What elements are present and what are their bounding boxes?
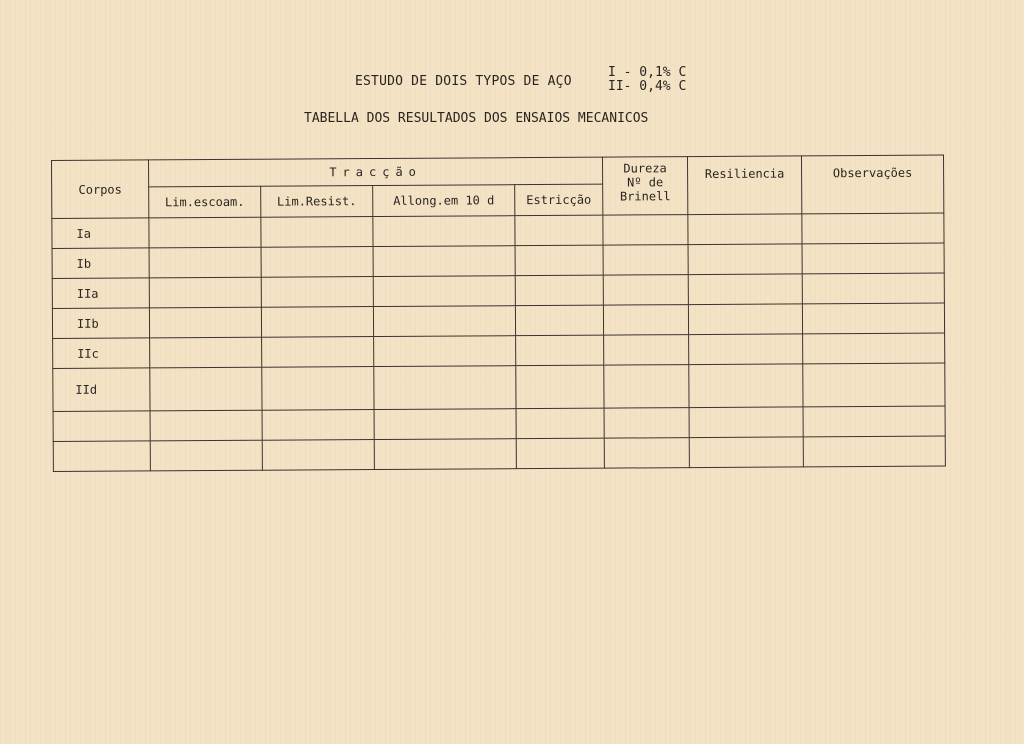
header-allongamento: Allong.em 10 d (373, 185, 515, 217)
row-label: IIb (52, 308, 149, 339)
row-label: IIc (53, 338, 150, 369)
row-label: Ib (52, 248, 149, 279)
dureza-line-3: Brinell (619, 189, 671, 204)
table-row (53, 436, 945, 471)
carbon-line-2: II- 0,4% C (608, 79, 687, 94)
carbon-line-1: I - 0,1% C (608, 65, 687, 80)
table-subtitle: TABELLA DOS RESULTADOS DOS ENSAIOS MECANICOS (304, 111, 649, 126)
document-title: ESTUDO DE DOIS TYPOS DE AÇO (355, 74, 572, 89)
results-table (51, 155, 946, 472)
carbon-content-list (608, 66, 686, 94)
row-label (53, 441, 150, 472)
table-row (53, 363, 945, 411)
dureza-line-2: Nº de (627, 175, 664, 190)
dureza-line-1: Dureza (623, 161, 667, 176)
header-lim-escoam: Lim.escoam. (149, 186, 261, 218)
header-corpos: Corpos (52, 160, 149, 219)
row-label: Ia (52, 218, 149, 249)
row-label: IIa (52, 278, 149, 309)
row-label (53, 411, 150, 442)
header-observacoes: Observações (802, 155, 944, 214)
header-dureza (603, 157, 688, 216)
header-traccao: Tracção (149, 157, 603, 187)
header-resiliencia: Resiliencia (688, 156, 802, 215)
row-label: IId (53, 368, 150, 412)
header-lim-resist: Lim.Resist. (261, 186, 373, 218)
header-estriccao: Estricção (515, 184, 603, 216)
